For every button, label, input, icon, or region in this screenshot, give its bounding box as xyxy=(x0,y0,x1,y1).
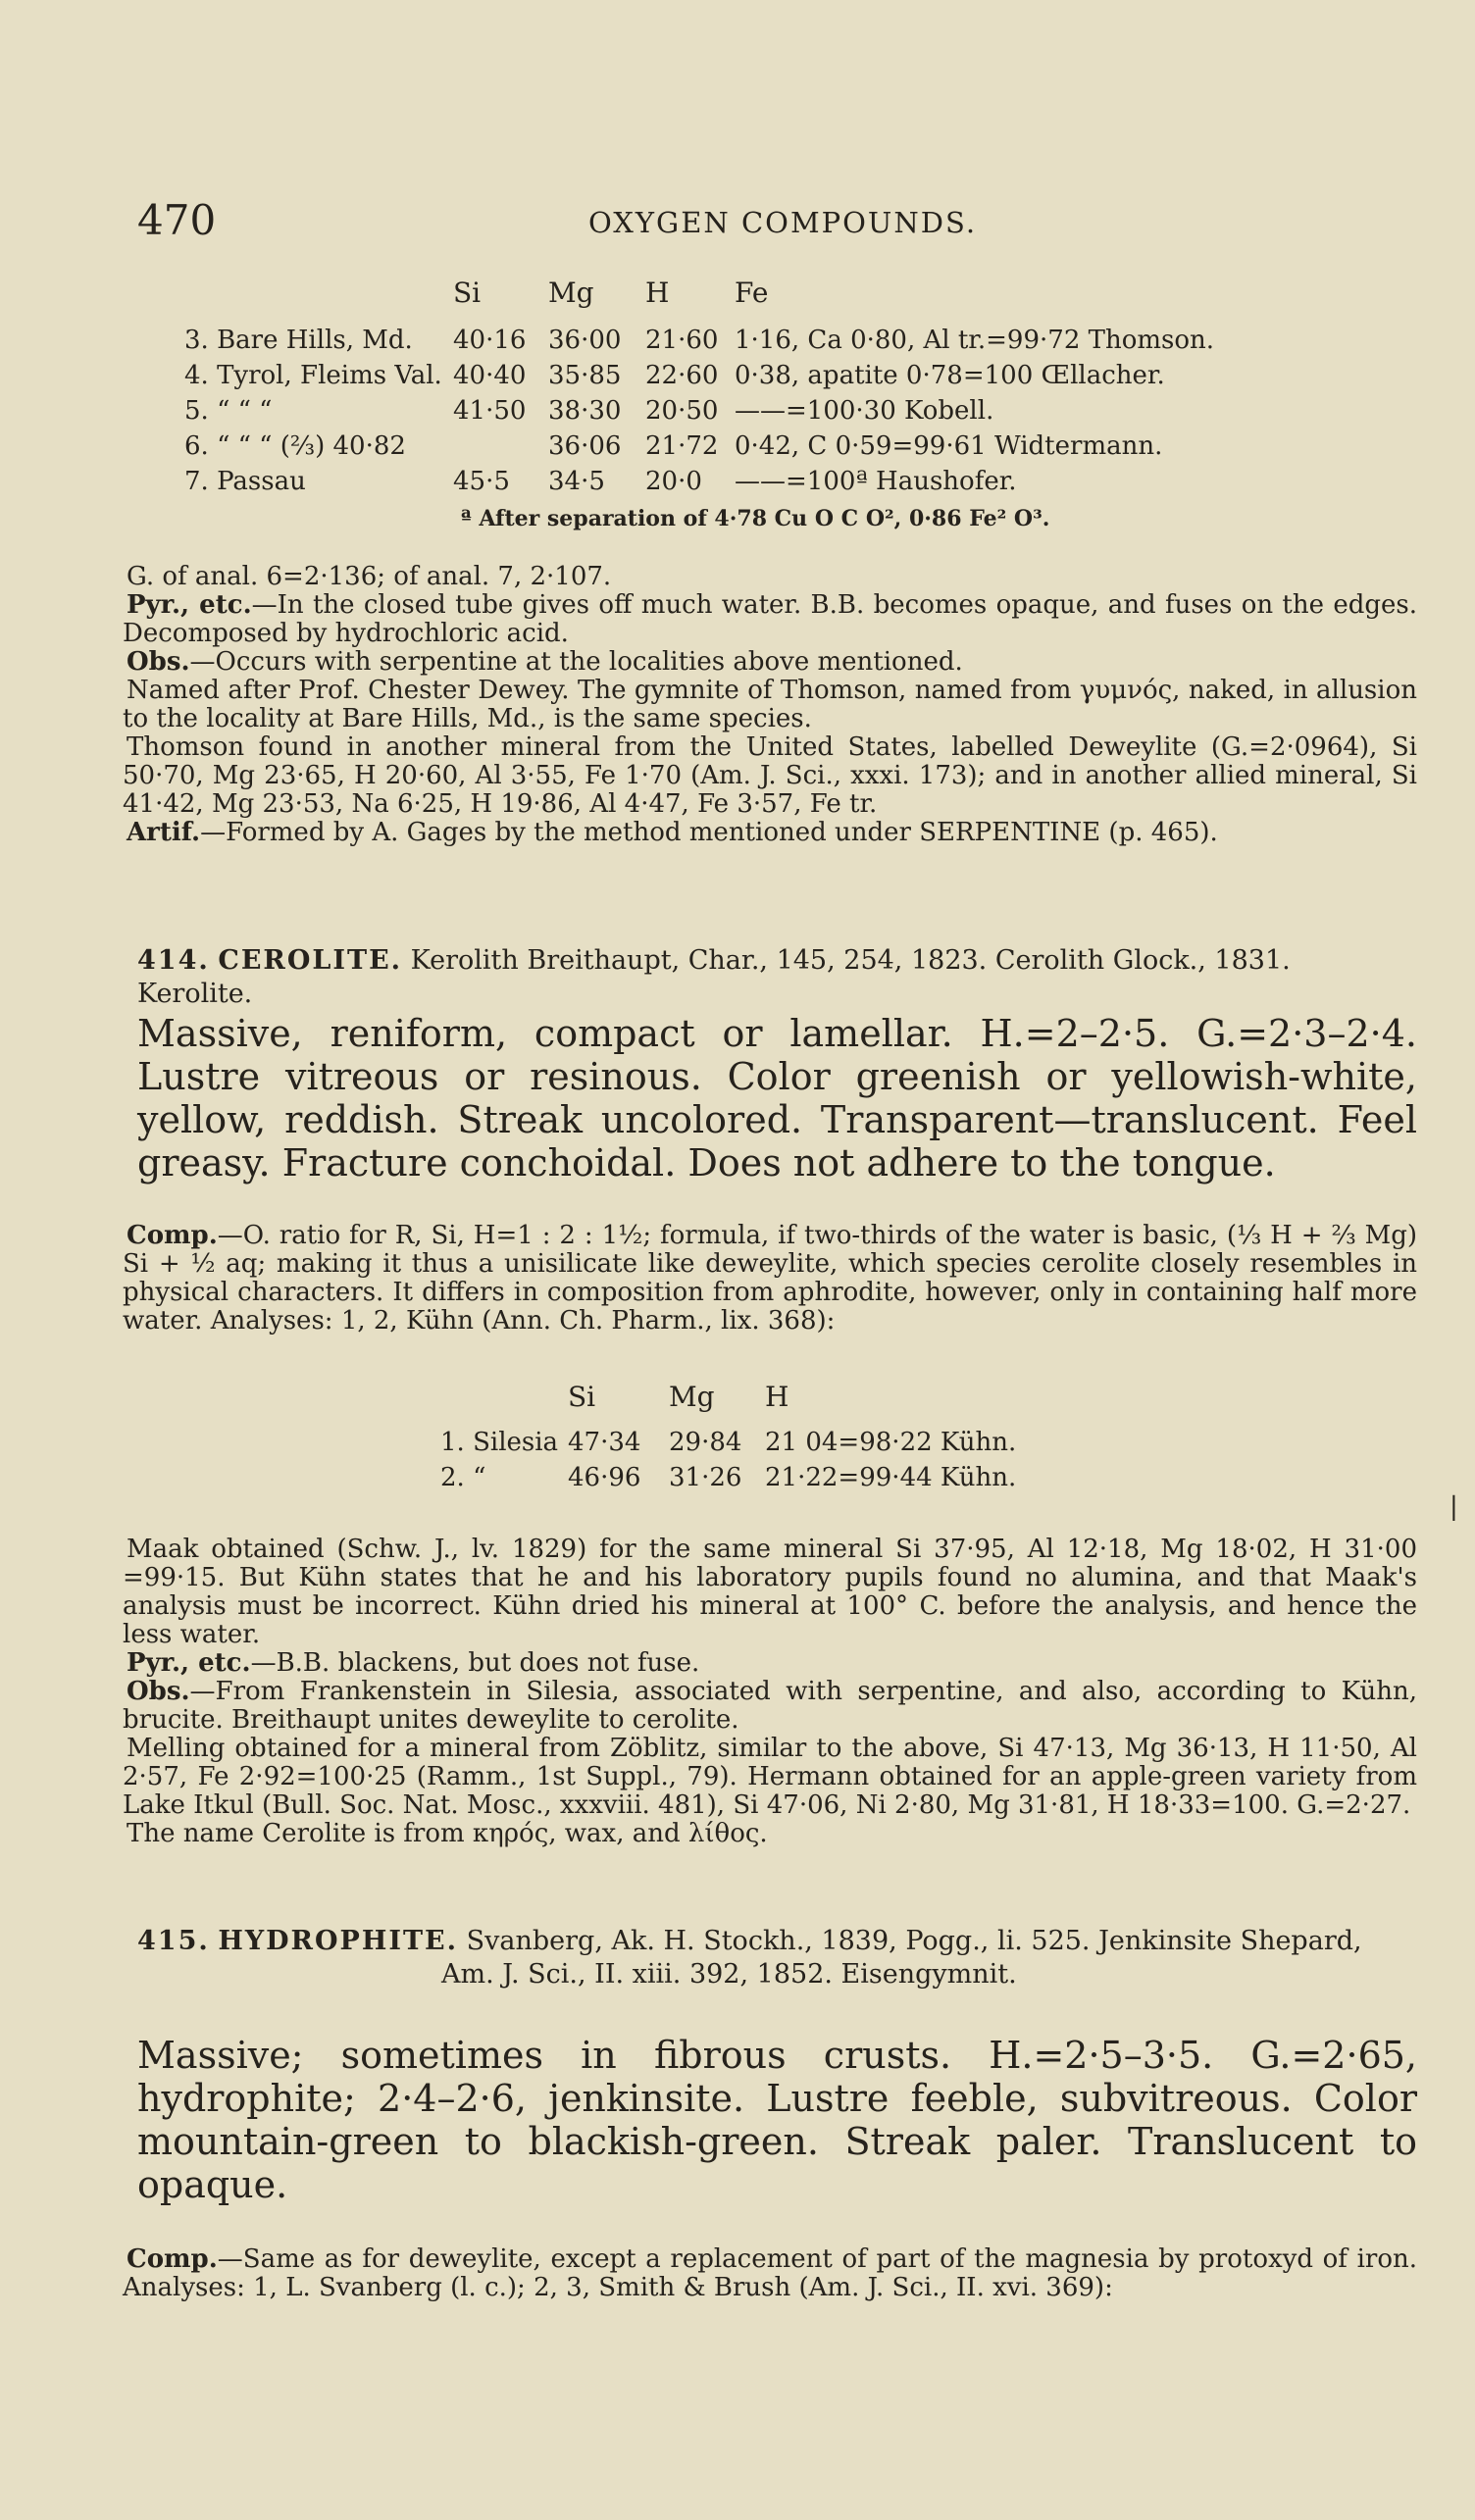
table-row: 7. Passau 45·5 34·5 20·0 ——=100ª Haushofer. xyxy=(184,467,1017,496)
named-paragraph: Named after Prof. Chester Dewey. The gymnite of Thomson, named from γυμνός, naked, in allusion to the locality at Bare Hills, Md., is the same species. xyxy=(123,676,1417,733)
species-name: HYDROPHITE. xyxy=(218,1926,459,1956)
analysis-table-deweylite xyxy=(184,277,1214,502)
obs-paragraph: Obs.—From Frankenstein in Silesia, associated with serpentine, and also, according to Kühn, brucite. Breithaupt unites deweylite to cerolite. xyxy=(123,1677,1417,1735)
table-header-row xyxy=(440,1381,1020,1428)
table-header-row xyxy=(184,277,1214,326)
hydrophite-composition: Comp.—Same as for deweylite, except a replacement of part of the magnesia by protoxyd of iron. Analyses: 1, L. Svanberg (l. c.); 2, 3, Smith & Brush (Am. J. Sci., II. xvi. 369): xyxy=(123,2244,1417,2302)
obs-paragraph: Obs.—Occurs with serpentine at the localities above mentioned. xyxy=(127,647,963,677)
page-number: 470 xyxy=(137,196,217,244)
melling-paragraph: Melling obtained for a mineral from Zöblitz, similar to the above, Si 47·13, Mg 36·13, H 11·50, Al 2·57, Fe 2·92=100·25 (Ramm., 1st Suppl., 79). Hermann obtained for an apple-green variety from Lake Itkul (Bull. Soc. Nat. Mosc., xxxviii. 481), Si 47·06, Ni 2·80, Mg 31·81, H 18·33=100. G.=2·27. xyxy=(123,1734,1417,1820)
table-row: 3. Bare Hills, Md. 40·16 36·00 21·60 1·16, Ca 0·80, Al tr.=99·72 Thomson. xyxy=(184,326,1215,355)
column-mg: Mg xyxy=(548,277,594,309)
table-row: 5. “ “ “ 41·50 38·30 20·50 ——=100·30 Kobell. xyxy=(184,396,994,426)
table-footnote: ª After separation of 4·78 Cu O C O², 0·86 Fe² O³. xyxy=(461,506,1050,531)
species-synonyms-cont: Am. J. Sci., II. xiii. 392, 1852. Eisengymnit. xyxy=(441,1959,1017,1990)
artif-paragraph: Artif.—Formed by A. Gages by the method mentioned under SERPENTINE (p. 465). xyxy=(127,818,1218,847)
running-title: OXYGEN COMPOUNDS. xyxy=(588,206,978,239)
column-fe: Fe xyxy=(735,277,769,309)
maak-paragraph: Maak obtained (Schw. J., lv. 1829) for the same mineral Si 37·95, Al 12·18, Mg 18·02, H 31·00 =99·15. But Kühn states that he and his laboratory pupils found no alumina, and that Maak's analysis must be incorrect. Kühn dried his mineral at 100° C. before the analysis, and hence the less water. xyxy=(123,1535,1417,1649)
gravity-line: G. of anal. 6=2·136; of anal. 7, 2·107. xyxy=(127,562,612,591)
species-synonyms: Svanberg, Ak. H. Stockh., 1839, Pogg., li. 525. Jenkinsite Shepard, xyxy=(466,1926,1362,1956)
species-synonyms: Kerolith Breithaupt, Char., 145, 254, 1823. Cerolith Glock., 1831. Kerolite. xyxy=(137,945,1291,1009)
column-h: H xyxy=(765,1381,789,1413)
table-row: 6. “ “ “ (⅔) 40·82 36·06 21·72 0·42, C 0·59=99·61 Widtermann. xyxy=(184,431,1163,461)
cerolite-notes xyxy=(123,1536,1417,1848)
column-mg: Mg xyxy=(669,1381,715,1413)
species-number: 415. xyxy=(137,1926,210,1956)
pyr-paragraph: Pyr., etc.—B.B. blackens, but does not fuse. xyxy=(127,1648,700,1678)
species-name: CEROLITE. xyxy=(218,945,403,976)
table-row: 4. Tyrol, Fleims Val. 40·40 35·85 22·60 0·38, apatite 0·78=100 Œllacher. xyxy=(184,361,1165,390)
table-row: 2. “ 46·96 31·26 21·22=99·44 Kühn. xyxy=(440,1463,1017,1492)
pyr-paragraph: Pyr., etc.—In the closed tube gives off much water. B.B. becomes opaque, and fuses on the edges. Decomposed by hydrochloric acid. xyxy=(123,590,1418,648)
cerolite-composition: Comp.—O. ratio for R, Si, H=1 : 2 : 1½; formula, if two-thirds of the water is basic, (⅓ H + ⅔ Mg) Si + ½ aq; making it thus a unisilicate like deweylite, which species cerolite closely resembles in physical characters. It differs in composition from aphrodite, however, only in containing half more water. Analyses: 1, 2, Kühn (Ann. Ch. Pharm., lix. 368): xyxy=(123,1221,1417,1336)
column-si: Si xyxy=(568,1381,596,1413)
column-si: Si xyxy=(453,277,482,309)
species-heading-cerolite xyxy=(137,944,1412,1011)
deweylite-notes xyxy=(123,563,1417,847)
hydrophite-description: Massive; sometimes in fibrous crusts. H.=2·5–3·5. G.=2·65, hydrophite; 2·4–2·6, jenkinsite. Lustre feeble, subvitreous. Color mountain-green to blackish-green. Streak paler. Translucent to opaque. xyxy=(137,2034,1417,2206)
thomson-paragraph: Thomson found in another mineral from the United States, labelled Deweylite (G.=2·0964), Si 50·70, Mg 23·65, H 20·60, Al 3·55, Fe 1·70 (Am. J. Sci., xxxi. 173); and in another allied mineral, Si 41·42, Mg 23·53, Na 6·25, H 19·86, Al 4·47, Fe 3·57, Fe tr. xyxy=(123,732,1417,819)
table-row: 1. Silesia 47·34 29·84 21 04=98·22 Kühn. xyxy=(440,1428,1017,1457)
species-heading-hydrophite xyxy=(137,1925,1412,1991)
column-h: H xyxy=(645,277,670,309)
margin-mark: | xyxy=(1450,1492,1458,1522)
analysis-table-cerolite xyxy=(440,1381,1020,1498)
name-origin-paragraph: The name Cerolite is from κηρός, wax, and λίθος. xyxy=(127,1819,768,1848)
cerolite-description: Massive, reniform, compact or lamellar. H.=2–2·5. G.=2·3–2·4. Lustre vitreous or resinous. Color greenish or yellowish-white, yellow, reddish. Streak uncolored. Transparent—translucent. Feel greasy. Fracture conchoidal. Does not adhere to the tongue. xyxy=(137,1012,1417,1184)
species-number: 414. xyxy=(137,945,210,976)
